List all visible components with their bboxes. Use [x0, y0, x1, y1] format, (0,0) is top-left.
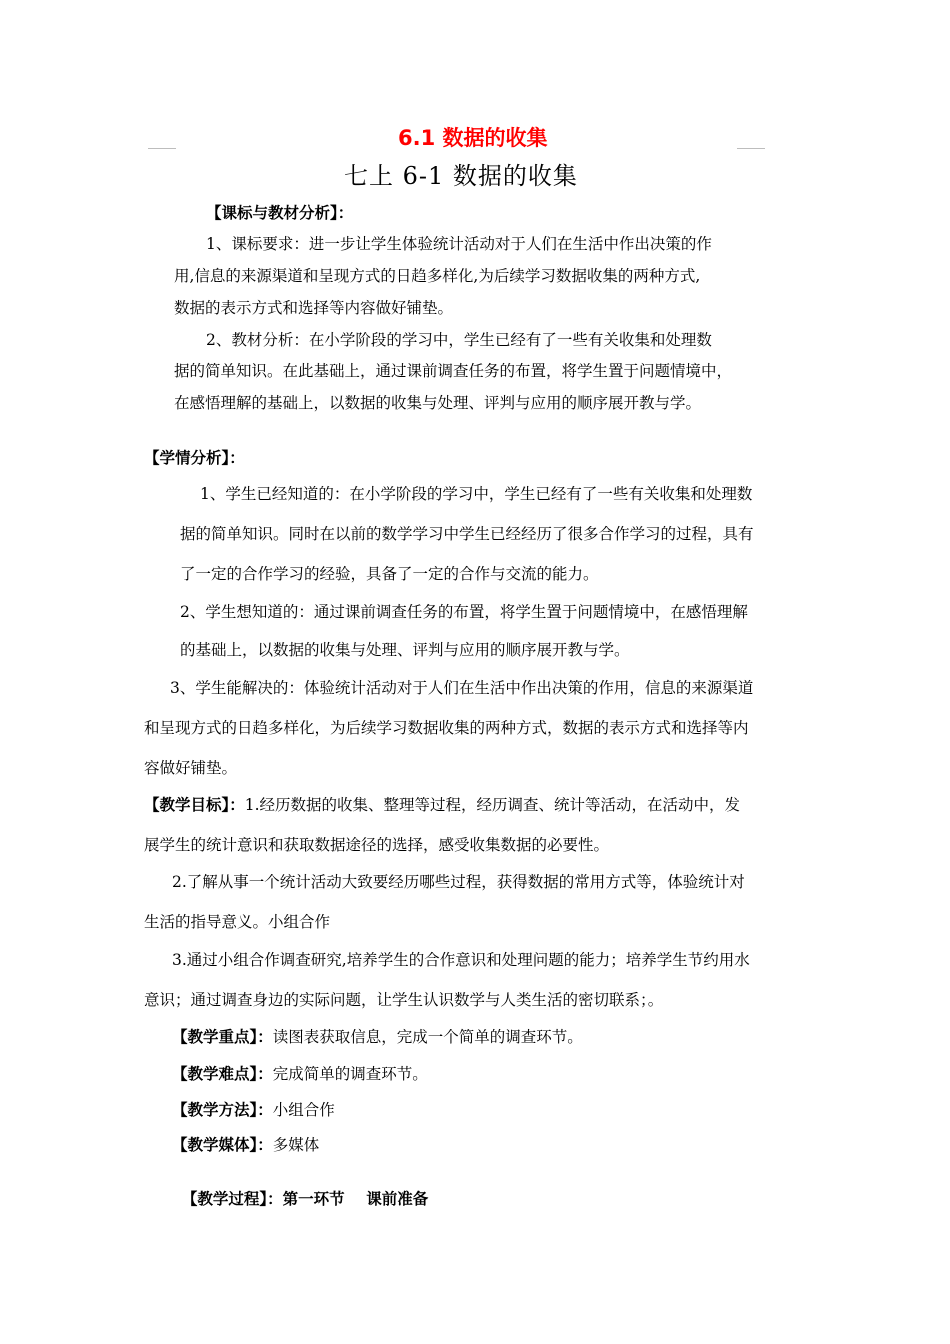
item-heading: 【教学方法】：	[172, 1101, 273, 1119]
page-title: 七上 6-1 数据的收集	[344, 162, 578, 190]
paragraph-line: 3、学生能解决的：体验统计活动对于人们在生活中作出决策的作用，信息的来源渠道	[170, 679, 754, 697]
paragraph-line: 用,信息的来源渠道和呈现方式的日趋多样化,为后续学习数据收集的两种方式,	[174, 267, 701, 285]
goals-first-line	[144, 793, 740, 815]
item-media	[172, 1133, 319, 1155]
goals-text: 1.经历数据的收集、整理等过程，经历调查、统计等活动，在活动中，发	[244, 796, 741, 814]
paragraph-line: 2、学生想知道的：通过课前调查任务的布置，将学生置于问题情境中，在感悟理解	[180, 603, 748, 621]
paragraph-line: 据的简单知识。在此基础上，通过课前调查任务的布置，将学生置于问题情境中，	[174, 362, 733, 380]
paragraph-line: 意识；通过调查身边的实际问题，让学生认识数学与人类生活的密切联系；。	[144, 991, 664, 1009]
red-title: 6.1 数据的收集	[398, 126, 548, 150]
item-text: 多媒体	[272, 1136, 320, 1154]
section-heading-curriculum: 【课标与教材分析】：	[206, 204, 354, 222]
paragraph-line: 数据的表示方式和选择等内容做好铺垫。	[174, 299, 454, 317]
paragraph-line: 在感悟理解的基础上，以数据的收集与处理、评判与应用的顺序展开教与学。	[174, 394, 702, 412]
item-text: 第一环节 课前准备	[282, 1190, 429, 1208]
item-heading: 【教学媒体】：	[172, 1136, 273, 1154]
paragraph-line: 3.通过小组合作调查研究,培养学生的合作意识和处理问题的能力；培养学生节约用水	[172, 951, 750, 969]
item-process	[172, 1169, 428, 1209]
paragraph-line: 了一定的合作学习的经验，具备了一定的合作与交流的能力。	[180, 565, 599, 583]
header-rule-left	[148, 148, 176, 149]
item-difficulties	[172, 1062, 428, 1084]
item-heading: 【教学难点】：	[172, 1065, 273, 1083]
paragraph-line: 2.了解从事一个统计活动大致要经历哪些过程，获得数据的常用方式等，体验统计对	[172, 873, 745, 891]
header-rule-right	[737, 148, 765, 149]
item-text: 读图表获取信息，完成一个简单的调查环节。	[272, 1028, 583, 1046]
item-key-points	[172, 1025, 583, 1047]
paragraph-line: 1、课标要求：进一步让学生体验统计活动对于人们在生活中作出决策的作	[206, 235, 712, 253]
paragraph-line: 据的简单知识。同时在以前的数学学习中学生已经经历了很多合作学习的过程，具有	[180, 525, 754, 543]
item-heading: 【教学过程】：	[181, 1190, 283, 1208]
paragraph-line: 2、教材分析：在小学阶段的学习中，学生已经有了一些有关收集和处理数	[206, 331, 712, 349]
section-heading-students: 【学情分析】：	[144, 449, 245, 467]
item-heading: 【教学重点】：	[172, 1028, 273, 1046]
paragraph-line: 容做好铺垫。	[144, 759, 238, 777]
item-text: 小组合作	[272, 1101, 335, 1119]
item-methods	[172, 1098, 335, 1120]
item-text: 完成简单的调查环节。	[272, 1065, 428, 1083]
paragraph-line: 生活的指导意义。小组合作	[144, 913, 331, 931]
paragraph-line: 的基础上，以数据的收集与处理、评判与应用的顺序展开教与学。	[180, 641, 630, 659]
paragraph-line: 1、学生已经知道的：在小学阶段的学习中，学生已经有了一些有关收集和处理数	[200, 485, 753, 503]
paragraph-line: 和呈现方式的日趋多样化，为后续学习数据收集的两种方式，数据的表示方式和选择等内	[144, 719, 749, 737]
paragraph-line: 展学生的统计意识和获取数据途径的选择，感受收集数据的必要性。	[144, 836, 610, 854]
section-heading-goals: 【教学目标】：	[144, 796, 245, 814]
